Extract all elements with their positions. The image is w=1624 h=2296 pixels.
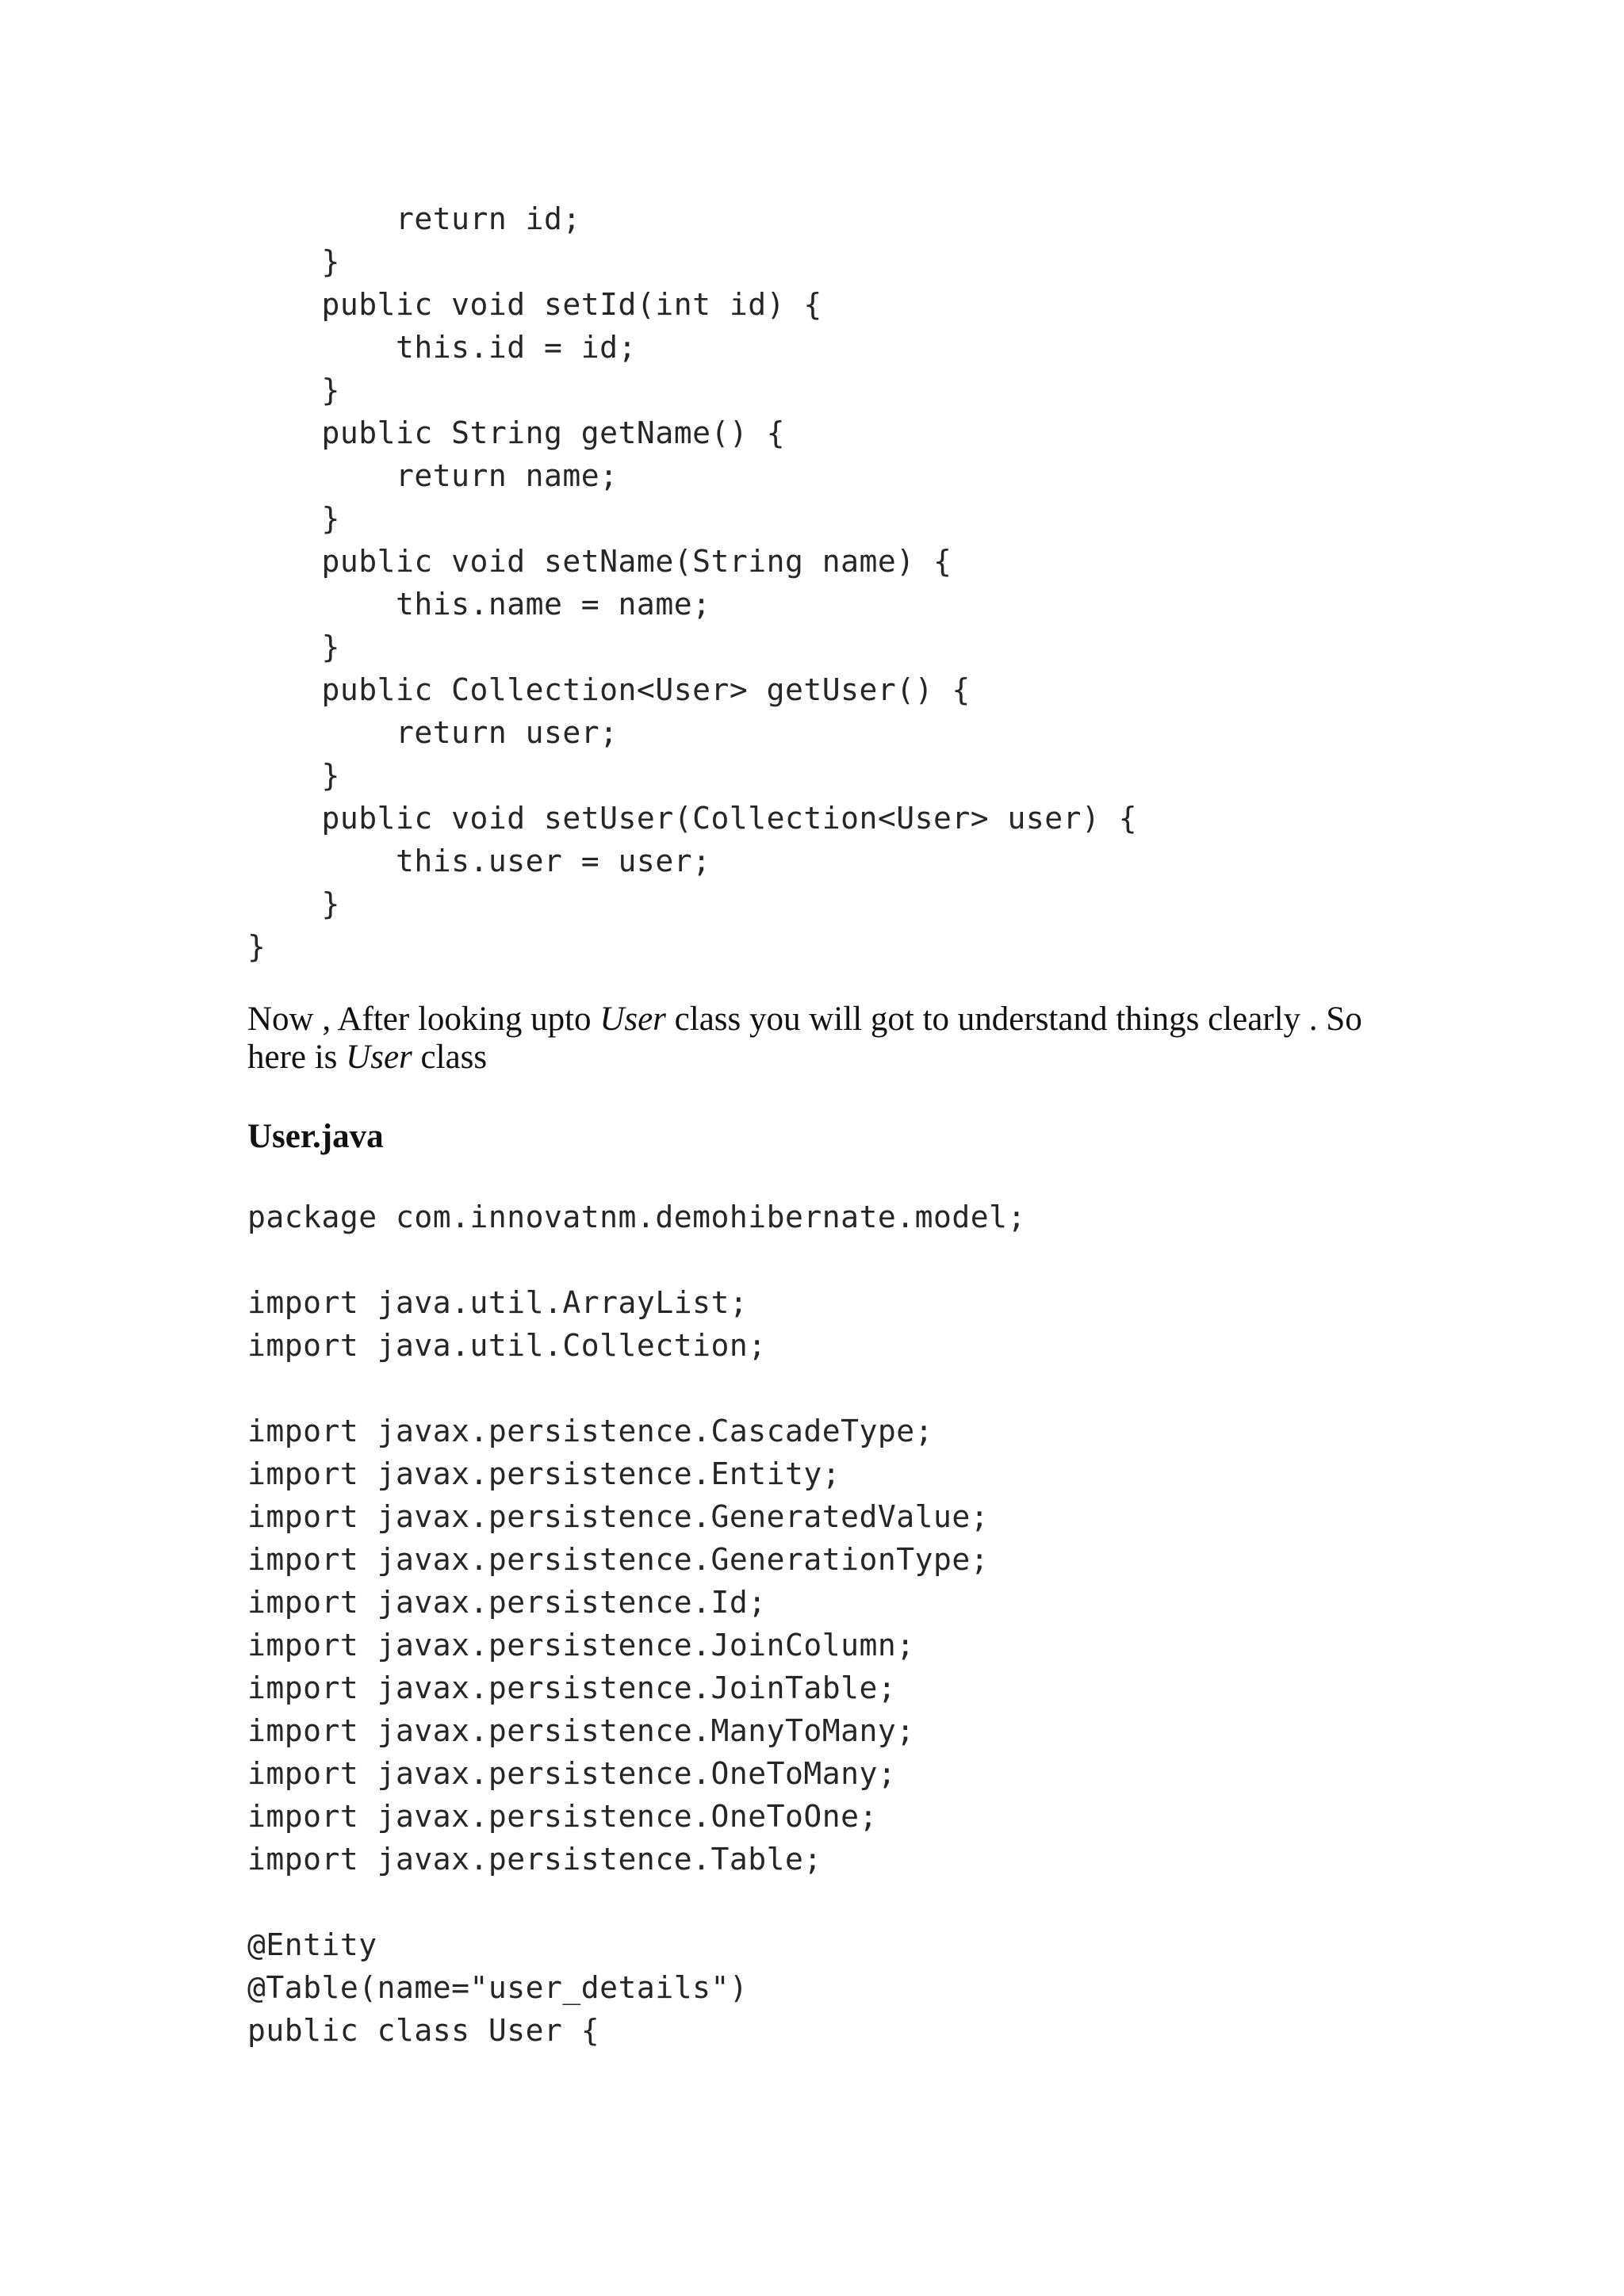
code-line: this.id = id; [247, 330, 637, 365]
code-line: } [247, 929, 266, 964]
code-line: public class User { [247, 2013, 600, 2048]
class-name-emphasis: User [599, 1001, 666, 1038]
code-line: return name; [247, 458, 619, 493]
code-line: public void setId(int id) { [247, 287, 822, 322]
code-line: import javax.persistence.Entity; [247, 1456, 841, 1491]
code-line: @Table(name="user_details") [247, 1970, 749, 2005]
code-line: import javax.persistence.ManyToMany; [247, 1713, 915, 1748]
code-line: return id; [247, 201, 581, 236]
body-paragraph [247, 1001, 1373, 1077]
code-line: import javax.persistence.JoinTable; [247, 1670, 897, 1705]
code-line: } [247, 629, 340, 664]
code-line: } [247, 244, 340, 279]
code-line: import javax.persistence.OneToOne; [247, 1799, 878, 1834]
code-line: } [247, 373, 340, 408]
code-line: this.user = user; [247, 844, 711, 878]
code-line: import javax.persistence.GenerationType; [247, 1542, 990, 1577]
code-line: import javax.persistence.CascadeType; [247, 1414, 933, 1448]
paragraph-text: class [412, 1039, 488, 1076]
code-line: import javax.persistence.JoinColumn; [247, 1628, 915, 1663]
code-line: } [247, 758, 340, 793]
code-line: @Entity [247, 1927, 377, 1962]
code-line: public Collection<User> getUser() { [247, 672, 971, 707]
code-line: return user; [247, 715, 619, 750]
file-heading: User.java [247, 1118, 384, 1155]
class-name-emphasis: User [346, 1039, 412, 1076]
code-line: package com.innovatnm.demohibernate.model; [247, 1200, 1026, 1234]
code-line: } [247, 501, 340, 536]
code-line: import javax.persistence.Table; [247, 1842, 822, 1877]
code-line: import javax.persistence.GeneratedValue; [247, 1499, 990, 1534]
code-line: import java.util.Collection; [247, 1328, 767, 1363]
code-line: import javax.persistence.Id; [247, 1585, 767, 1620]
code-line: this.name = name; [247, 587, 711, 622]
code-line: public String getName() { [247, 415, 785, 450]
code-line: import java.util.ArrayList; [247, 1285, 749, 1320]
code-line: } [247, 886, 340, 921]
code-line: import javax.persistence.OneToMany; [247, 1756, 897, 1791]
paragraph-text: Now , After looking upto [247, 1001, 600, 1038]
code-line: public void setName(String name) { [247, 544, 952, 579]
code-line: public void setUser(Collection<User> user) { [247, 801, 1138, 836]
paragraph-text: class you will got to understand things clearly . So here is [247, 1001, 1362, 1076]
